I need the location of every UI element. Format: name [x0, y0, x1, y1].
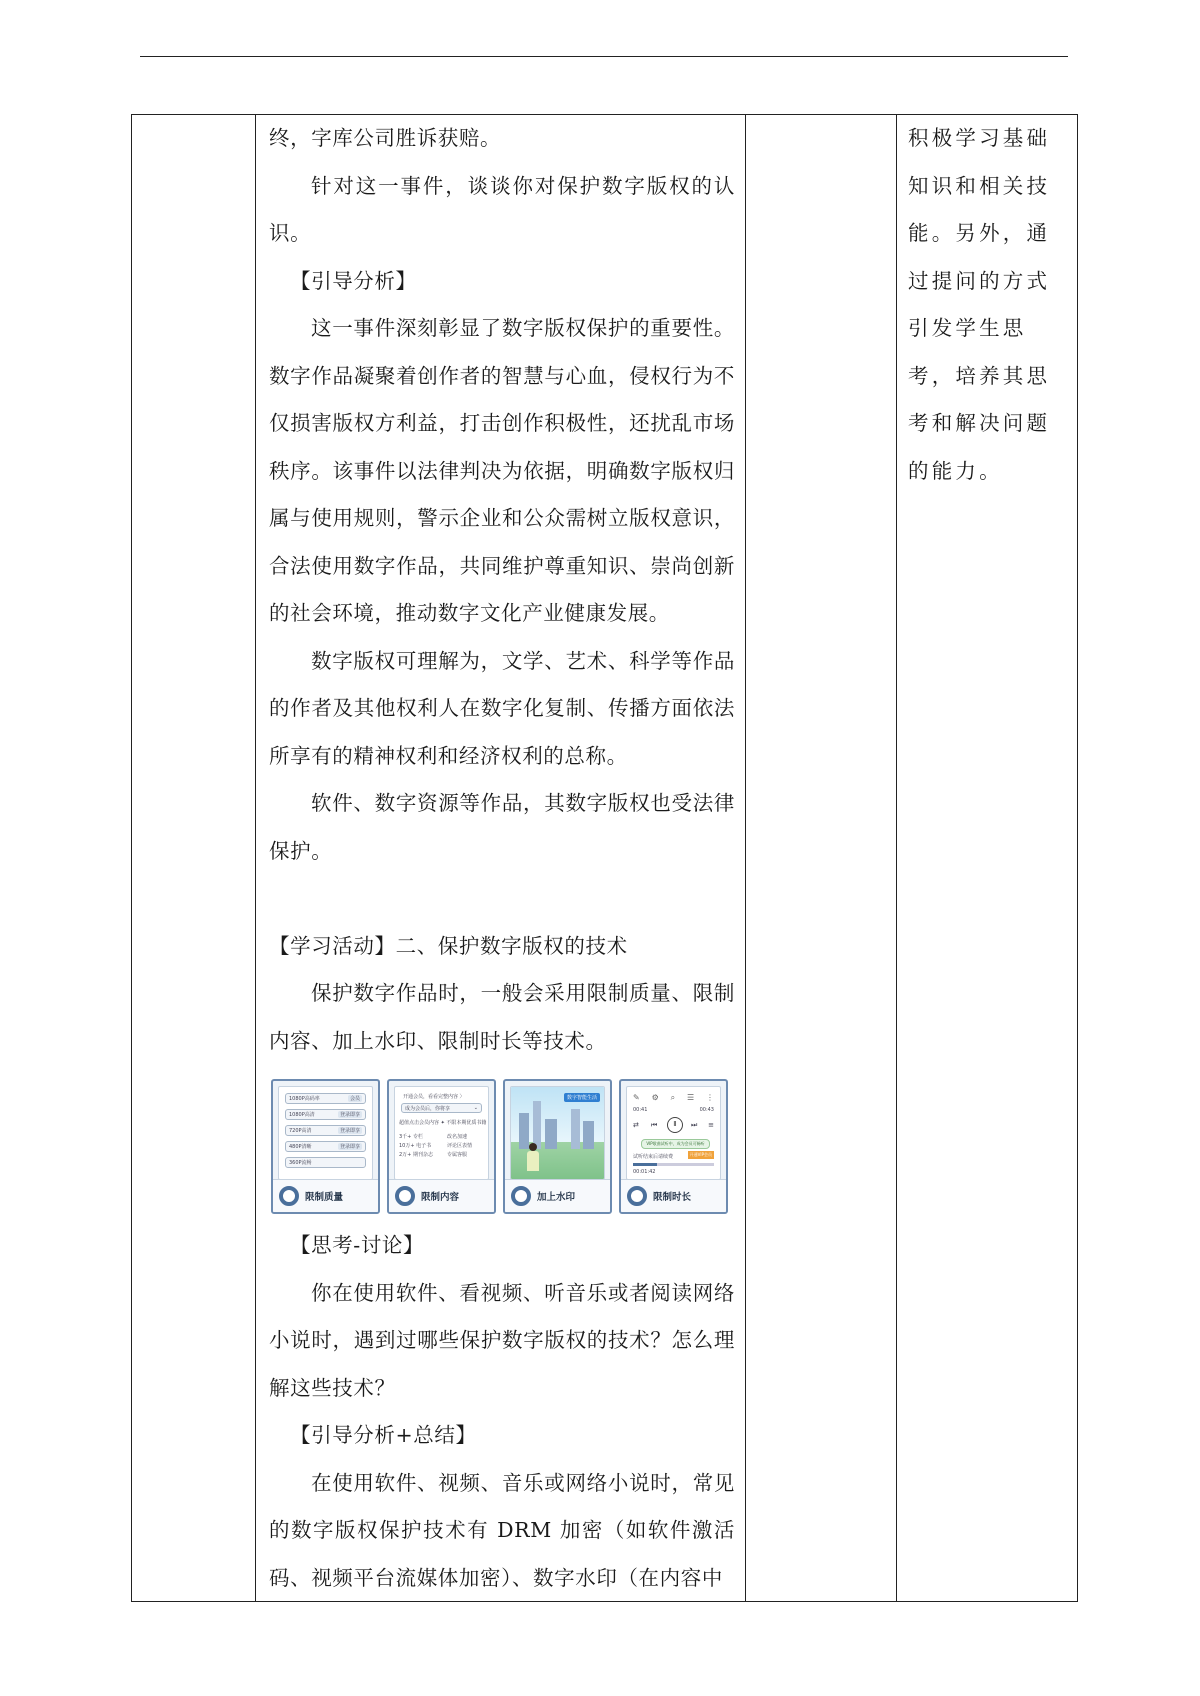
section-tag-summary: 【引导分析+总结】 — [290, 1423, 477, 1447]
protection-technique-images — [271, 1079, 735, 1216]
playlist-icon: ≡ — [708, 1121, 714, 1129]
design-intent-text: 积极学习基础知识和相关技能。另外，通过提问的方式引发学生思考，培养其思考和解决问题的能力。 — [908, 126, 1051, 483]
quality-option: 720P高清 登录即享 — [285, 1125, 366, 1136]
vip-trial-pill: VIP歌曲试听中，成为会员可畅听 — [641, 1139, 710, 1149]
quality-option: 480P清晰 登录即享 — [285, 1141, 366, 1152]
paragraph-continuation: 终，字库公司胜诉获赔。 — [269, 126, 502, 150]
discussion-question: 你在使用软件、看视频、听音乐或者阅读网络小说时，遇到过哪些保护数字版权的技术？怎么理解这些技术？ — [269, 1280, 735, 1400]
column-divider — [255, 115, 256, 1601]
analysis-paragraph: 这一事件深刻彰显了数字版权保护的重要性。数字作品凝聚着创作者的智慧与心血，侵权行为不仅损害版权方利益，打击创作积极性，还扰乱市场秩序。该事件以法律判决为依据，明确数字版权归属与使用规则，警示企业和公众需树立版权意识，合法使用数字作品，共同维护尊重知识、崇尚创新的社会环境，推动数字文化产业健康发展。 — [269, 316, 735, 625]
ring-icon — [279, 1186, 299, 1206]
header-rule — [140, 56, 1068, 57]
ring-icon — [511, 1186, 531, 1206]
ring-icon — [395, 1186, 415, 1206]
watermark-badge: 数字智能生活 — [564, 1093, 600, 1102]
software-paragraph: 软件、数字资源等作品，其数字版权也受法律保护。 — [269, 791, 735, 863]
image-limit-content: 开通会员，看看完整内容 〉 成为会员后，你将享 ⌄ 超值点击会员内容 ✦ 不限本期优质书籍 3千+ 专栏 10万+ 电子书 2万+ 期刊杂志 改名加速 评论区表情 专属客服 限制内容 — [387, 1079, 496, 1214]
more-icon: ⋮ — [705, 1093, 714, 1102]
repeat-icon: ⇄ — [633, 1121, 639, 1129]
quality-option: 1080P高码率 会员 — [285, 1093, 366, 1104]
list-icon: ☰ — [686, 1093, 695, 1102]
person-illustration — [527, 1143, 539, 1173]
discussion-prompt: 针对这一事件，谈谈你对保护数字版权的认识。 — [269, 173, 735, 245]
search-icon: ⌕ — [670, 1093, 676, 1102]
progress-bar — [633, 1163, 714, 1166]
image-caption: 限制内容 — [421, 1192, 460, 1203]
quality-option: 360P流畅 — [285, 1157, 366, 1168]
design-intent-cell — [897, 115, 1077, 1601]
blank-line — [269, 875, 735, 923]
image-add-watermark — [503, 1079, 612, 1214]
ring-icon — [627, 1186, 647, 1206]
previous-icon: ⏮ — [651, 1121, 658, 1129]
section-tag-guided-analysis: 【引导分析】 — [290, 268, 417, 293]
image-limit-duration: ✎ ⚙ ⌕ ☰ ⋮ 00:41 00:43 ⇄ ⏮ Ⅱ ⏭ ≡ VIP歌曲试听中，成为会员可畅听 试听结束后请续费 开通VIP会员 00:01:42 限制时长 — [619, 1079, 728, 1214]
image-caption: 加上水印 — [537, 1192, 576, 1203]
settings-icon: ⚙ — [651, 1093, 659, 1102]
image-caption: 限制质量 — [305, 1192, 344, 1203]
pause-icon: Ⅱ — [667, 1117, 683, 1133]
column-divider — [745, 115, 746, 1601]
summary-paragraph: 在使用软件、视频、音乐或网络小说时，常见的数字版权保护技术有 DRM 加密（如软件激活码、视频平台流媒体加密）、数字水印（在内容中 — [269, 1470, 735, 1590]
lesson-table — [131, 114, 1078, 1602]
teaching-content-cell — [257, 115, 745, 1601]
activity-heading: 【学习活动】二、保护数字版权的技术 — [269, 933, 628, 958]
chevron-down-icon: ⌄ — [473, 1105, 478, 1111]
image-limit-quality — [271, 1079, 380, 1214]
activity-text: 保护数字作品时，一般会采用限制质量、限制内容、加上水印、限制时长等技术。 — [269, 981, 735, 1053]
quality-option: 1080P高清 登录即享 — [285, 1109, 366, 1120]
vip-button: 开通VIP会员 — [689, 1152, 712, 1157]
edit-icon: ✎ — [633, 1093, 640, 1102]
next-icon: ⏭ — [691, 1121, 698, 1129]
section-tag-think-discuss: 【思考-讨论】 — [290, 1233, 425, 1257]
definition-paragraph: 数字版权可理解为，文学、艺术、科学等作品的作者及其他权利人在数字化复制、传播方面依法所享有的精神权利和经济权利的总称。 — [269, 648, 735, 768]
image-caption: 限制时长 — [653, 1192, 692, 1203]
